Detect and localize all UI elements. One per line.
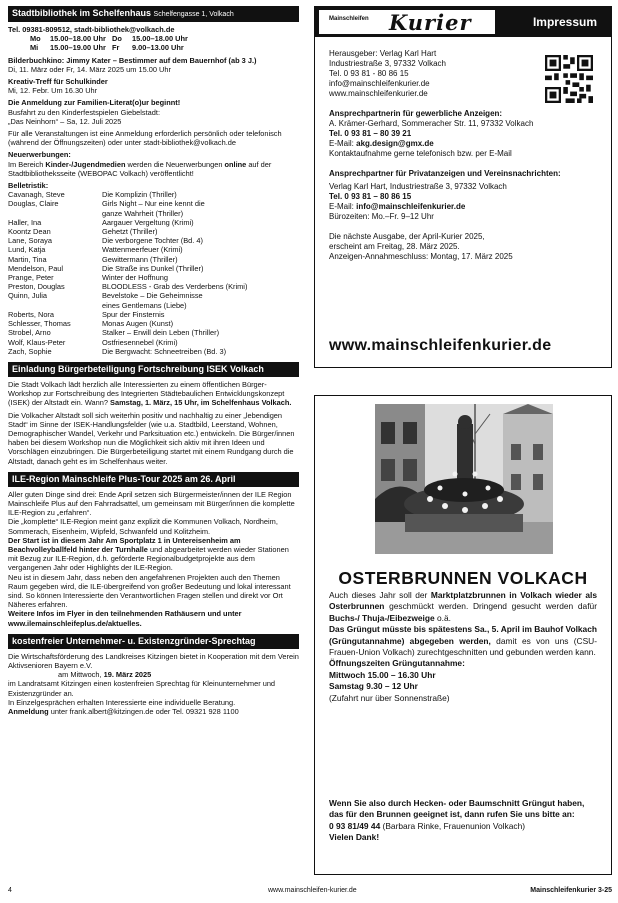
book-title: Spur der Finsternis: [102, 309, 165, 319]
book-author: Zach, Sophie: [8, 346, 52, 356]
hours-day: Mo: [30, 34, 41, 44]
book-title: Aargauer Vergeltung (Krimi): [102, 217, 194, 227]
book-author: Schlesser, Thomas: [8, 319, 71, 329]
next-issue-block: Die nächste Ausgabe, der April-Kurier 2025, erscheint am Freitag, 28. März 2025. Anzeigen-Annahmeschluss: Montag, 17. März 2025: [329, 232, 513, 261]
hours-day: Fr: [112, 43, 120, 53]
book-author: Koontz Dean: [8, 227, 51, 237]
hours-time: 15.00–19.00 Uhr: [50, 43, 106, 53]
osterbrunnen-body: Auch dieses Jahr soll der Marktplatzbrunnen in Volkach wieder als Osterbrunnen geschmückt werden. Dringend gesucht werden dafür Buchs-/ Thuja-/Eibezweige o.ä. Das Grüngut müsste bis spätestens Sa., 5. April im Bauhof Volkach (Grüngutannahme) abgegeben werden, damit es von uns (CSU-Frauen-Union Volkach) zurechtgeschnitten und gebunden werden kann. Öffnungszeiten Grüngutannahme: Mittwoch 15.00 – 16.30 Uhr Samstag 9.30 – 12 Uhr (Zufahrt nur über Sonnenstraße): [329, 590, 597, 703]
sprechtag-p5: Anmeldung unter frank.albert@kitzingen.de oder Tel. 09321 928 1100: [8, 707, 239, 716]
book-list: [8, 190, 299, 356]
section-header-ile: ILE-Region Mainschleife Plus-Tour 2025 am 26. April: [8, 472, 299, 487]
anmeldung-note: Für alle Veranstaltungen ist eine Anmeldung erforderlich persönlich oder telefonisch (während der Öffnungszeiten) oder unter stadt-bibliothek@volkach.de: [8, 129, 282, 148]
hours-day: Mi: [30, 43, 39, 53]
footer-issue: Mainschleifenkurier 3-25: [530, 887, 612, 894]
publisher-line: Herausgeber: Verlag Karl Hart: [329, 49, 437, 58]
section-header-sprechtag: kostenfreier Unternehmer- u. Existenzgründer-Sprechtag: [8, 634, 299, 649]
ads-block: Ansprechpartnerin für gewerbliche Anzeigen: A. Krämer-Gerhard, Sommeracher Str. 11, 97332 Volkach Tel. 0 93 81 – 80 39 21 E-Mail: akg.design@gmx.de Kontaktaufnahme gerne telefonisch bzw. per E-Mail: [329, 109, 534, 158]
book-author: Quinn, Julia: [8, 291, 48, 301]
priv-email-link[interactable]: info@mainschleifenkurier.de: [356, 202, 466, 211]
book-title: Die Komplizin (Thriller): [102, 190, 177, 200]
book-author: Martin, Tina: [8, 254, 47, 264]
library-contact: Tel. 09381-809512, stadt-bibliothek@volkach.de: [8, 25, 175, 34]
book-title: Die verborgene Tochter (Bd. 4): [102, 236, 203, 246]
bilderbuchkino-date: Di, 11. März oder Fr, 14. März 2025 um 15.00 Uhr: [8, 64, 171, 74]
publisher-line: Industriestraße 3, 97332 Volkach: [329, 59, 446, 68]
book-title: Girls Night – Nur eine kennt die: [102, 199, 205, 209]
book-author: Mendelson, Paul: [8, 263, 64, 273]
book-author: Prange, Peter: [8, 273, 54, 283]
neu-title: Neuerwerbungen:: [8, 150, 71, 160]
book-title: Gewittermann (Thriller): [102, 254, 178, 264]
footer-url[interactable]: www.mainschleifen-kurier.de: [268, 887, 357, 894]
osterbrunnen-box: [314, 395, 612, 875]
book-title: Ostfriesennebel (Krimi): [102, 337, 178, 347]
neu-text: Im Bereich Kinder-/Jugendmedien werden die Neuerwerbungen online auf der Stadtbibliotheksseite (WEBOPAC Volkach) veröffentlicht!: [8, 159, 272, 178]
kreativ-date: Mi, 12. Febr. Um 16.30 Uhr: [8, 86, 98, 96]
osterbrunnen-gruengut: Das Grüngut müsste bis spätestens Sa., 5. April im Bauhof Volkach (Grüngutannahme) abgegeben werden, damit es von uns (CSU-Frauen-Union Volkach) zurechtgeschnitten und gebunden werden kann.: [329, 624, 597, 658]
sprechtag-p3: im Landratsamt Kitzingen einen kostenfreien Sprechtag für Kleinunternehmer und Existenzgründer an.: [8, 679, 276, 698]
belletristik-title: Belletristik:: [8, 181, 49, 191]
kreativ-title: Kreativ-Treff für Schulkinder: [8, 77, 108, 87]
private-ads-block: Ansprechpartner für Privatanzeigen und Vereinsnachrichten: Verlag Karl Hart, Industriestraße 3, 97332 Volkach Tel. 0 93 81 – 80 86 15 E-Mail: info@mainschleifenkurier.de Bürozeiten: Mo.–Fr. 9–12 Uhr: [329, 169, 561, 221]
fountain-photo: [375, 404, 553, 554]
book-title: ganze Wahrheit (Thriller): [102, 208, 184, 218]
kurier-logo: Mainschleifen Kurier: [319, 10, 495, 34]
book-author: [8, 209, 102, 218]
book-title: Stalker – Erwill dein Leben (Thriller): [102, 328, 220, 338]
library-hours: [30, 34, 299, 52]
website-url[interactable]: www.mainschleifenkurier.de: [329, 337, 552, 354]
intro-segment: Auch dieses Jahr soll der: [329, 590, 431, 600]
book-author: Roberts, Nora: [8, 309, 55, 319]
anmeldung-title: Die Anmeldung zur Familien-Literat(o)ur beginnt!: [8, 98, 181, 108]
book-title: Winter der Hoffnung: [102, 273, 169, 283]
page-number: 4: [8, 887, 12, 894]
osterbrunnen-intro: [329, 590, 597, 624]
anmeldung-line1: Busfahrt zu den Kinderfestspielen Giebelstadt:: [8, 107, 161, 117]
book-author: Preston, Douglas: [8, 282, 65, 292]
book-title: Monas Augen (Kunst): [102, 319, 174, 329]
ile-p3: Der Start ist in diesem Jahr Am Sportplatz 1 in Untereisenheim am Beachvolleyballfeld hinter der Turnhalle und abgearbeitet werden wieder Stationen mit Bezug zur ILE-Region, d.h. geförderte Regionalbudgetprojekte aus dem vergangenen Jahr oder Highlights der ILE-Region.: [8, 535, 289, 573]
book-title: Die Bergwacht: Schneetreiben (Bd. 3): [102, 346, 227, 356]
section-header-isek: Einladung Bürgerbeteiligung Fortschreibung ISEK Volkach: [8, 362, 299, 377]
intro-segment: o.ä.: [434, 612, 451, 623]
bilderbuchkino-title: Bilderbuchkino: Jimmy Kater – Bestimmer auf dem Bauernhof (ab 3 J.): [8, 55, 257, 65]
osterbrunnen-phone[interactable]: 0 93 81/49 44: [329, 820, 381, 831]
book-author: Lane, Soraya: [8, 236, 52, 246]
sprechtag-p2: am Mittwoch, 19. März 2025: [58, 670, 152, 680]
book-title: Gehetzt (Thriller): [102, 227, 158, 237]
book-author: Lund, Katja: [8, 245, 46, 255]
anmeldung-line2: „Das Neinhorn“ – Sa, 12. Juli 2025: [8, 116, 122, 126]
hours-time: 15.00–18.00 Uhr: [132, 34, 188, 44]
book-author: Wolf, Klaus-Peter: [8, 337, 66, 347]
book-title: Bevelstoke – Die Geheimnisse: [102, 291, 203, 301]
book-title: eines Gentlemans (Liebe): [102, 300, 187, 310]
book-author: Douglas, Claire: [8, 199, 59, 209]
book-author: Strobel, Arno: [8, 328, 51, 338]
intro-segment: Marktplatzbrunnen in Volkach wieder als Osterbrunnen: [329, 590, 597, 612]
ile-p5: Weitere Infos im Flyer in den teilnehmenden Rathäusern und unter www.ilemainschleifeplus.de/aktuelles.: [8, 609, 242, 628]
book-author: Cavanagh, Steve: [8, 190, 65, 200]
ile-p2: Die „komplette“ ILE-Region meint ganz explizit die Kommunen Volkach, Nordheim, Sommerach, Eisenheim, Wipfeld, Schwanfeld und Kolitzheim.: [8, 517, 278, 536]
ads-email-link[interactable]: akg.design@gmx.de: [356, 139, 434, 148]
sprechtag-p4: In Einzelgesprächen erhalten Interessierte eine individuelle Beratung.: [8, 697, 236, 707]
osterbrunnen-call: Wenn Sie also durch Hecken- oder Baumschnitt Grüngut haben, das für den Brunnen geeignet ist, dann rufen Sie uns bitte an: 0 93 81/49 44 (Barbara Rinke, Frauenunion Volkach) Vielen Dank!: [329, 798, 585, 843]
section-header-stadtbibliothek: Stadtbibliothek im Schelfenhaus Schelfengasse 1, Volkach: [8, 6, 299, 22]
impressum-title: Impressum: [532, 15, 597, 29]
publisher-line: info@mainschleifenkurier.de: [329, 79, 430, 88]
sprechtag-p1: Die Wirtschaftsförderung des Landkreises Kitzingen bietet in Kooperation mit dem Verein Aktivsenioren Bayern e.V.: [8, 651, 299, 670]
osterbrunnen-title: OSTERBRUNNEN VOLKACH: [338, 568, 588, 588]
hours-time: 15.00–18.00 Uhr: [50, 34, 106, 44]
ile-p4: Neu ist in diesem Jahr, dass neben den angefahrenen Projekten auch den Themen Raum gegeben wird, die ILE-übergreifend von großer Bedeutung und lokal interessant sind. So können Interessierte den Verantwortlichen Fragen stellen und direkt vor Ort Näheres erfahren.: [8, 572, 291, 610]
intro-segment: geschmückt werden. Dringend gesucht werden dafür: [384, 601, 597, 612]
hours-day: Do: [112, 34, 122, 44]
publisher-line: Tel. 0 93 81 - 80 86 15: [329, 69, 409, 78]
book-author: Haller, Ina: [8, 217, 42, 227]
isek-p1: Die Stadt Volkach lädt herzlich alle Interessierten zu einem öffentlichen Bürger-Workshop zur Fortschreibung des Integrierten Städtebaulichen Entwicklungskonzept (ISEK) der Altstadt ein. Wann? Samstag, 1. März, 15 Uhr, im Schelfenhaus Volkach.: [8, 379, 292, 408]
impressum-header: [315, 7, 611, 37]
hours-time: 9.00–13.00 Uhr: [132, 43, 184, 53]
qr-code-icon: [545, 55, 593, 103]
right-column: [314, 6, 612, 843]
publisher-line: www.mainschleifenkurier.de: [329, 89, 428, 98]
ile-p1: Aller guten Dinge sind drei: Ende April setzen sich Bürgermeister/innen der ILE Region Mainschleife Plus auf den Fahrradsattel, um gemeinsam mit Bürger/innen die komplette ILE-Region zu „erfahren“.: [8, 489, 295, 518]
intro-segment: Buchs-/ Thuja-/Eibezweige: [329, 612, 435, 623]
book-title: Wattenmeerfeuer (Krimi): [102, 245, 183, 255]
book-title: Die Straße ins Dunkel (Thriller): [102, 263, 204, 273]
book-title: BLOODLESS - Grab des Verderbens (Krimi): [102, 282, 248, 292]
isek-p2: Die Volkacher Altstadt soll sich weiterhin positiv und nachhaltig zu einer „lebendigen Stadt“ im Sinne der ISEK-Handlungsfelder (wie u.a. Stadtbild, Leerstand, Wohnen, Demographischer Wandel, Verkehr und Parksituation etc.) entwickeln. Die Bürger/innen haben bei diesem Workshop nun die Möglichkeit sich aktiv mit ihren Ideen und Vorschlägen einzubringen. Die Bürgerbeteiligung startet mit einem Rundgang durch die Altstadt, danach geht es im Schelfenhaus weiter.: [8, 410, 295, 466]
left-column: [8, 6, 299, 716]
impressum-box: [314, 6, 612, 368]
book-author: [8, 301, 102, 310]
